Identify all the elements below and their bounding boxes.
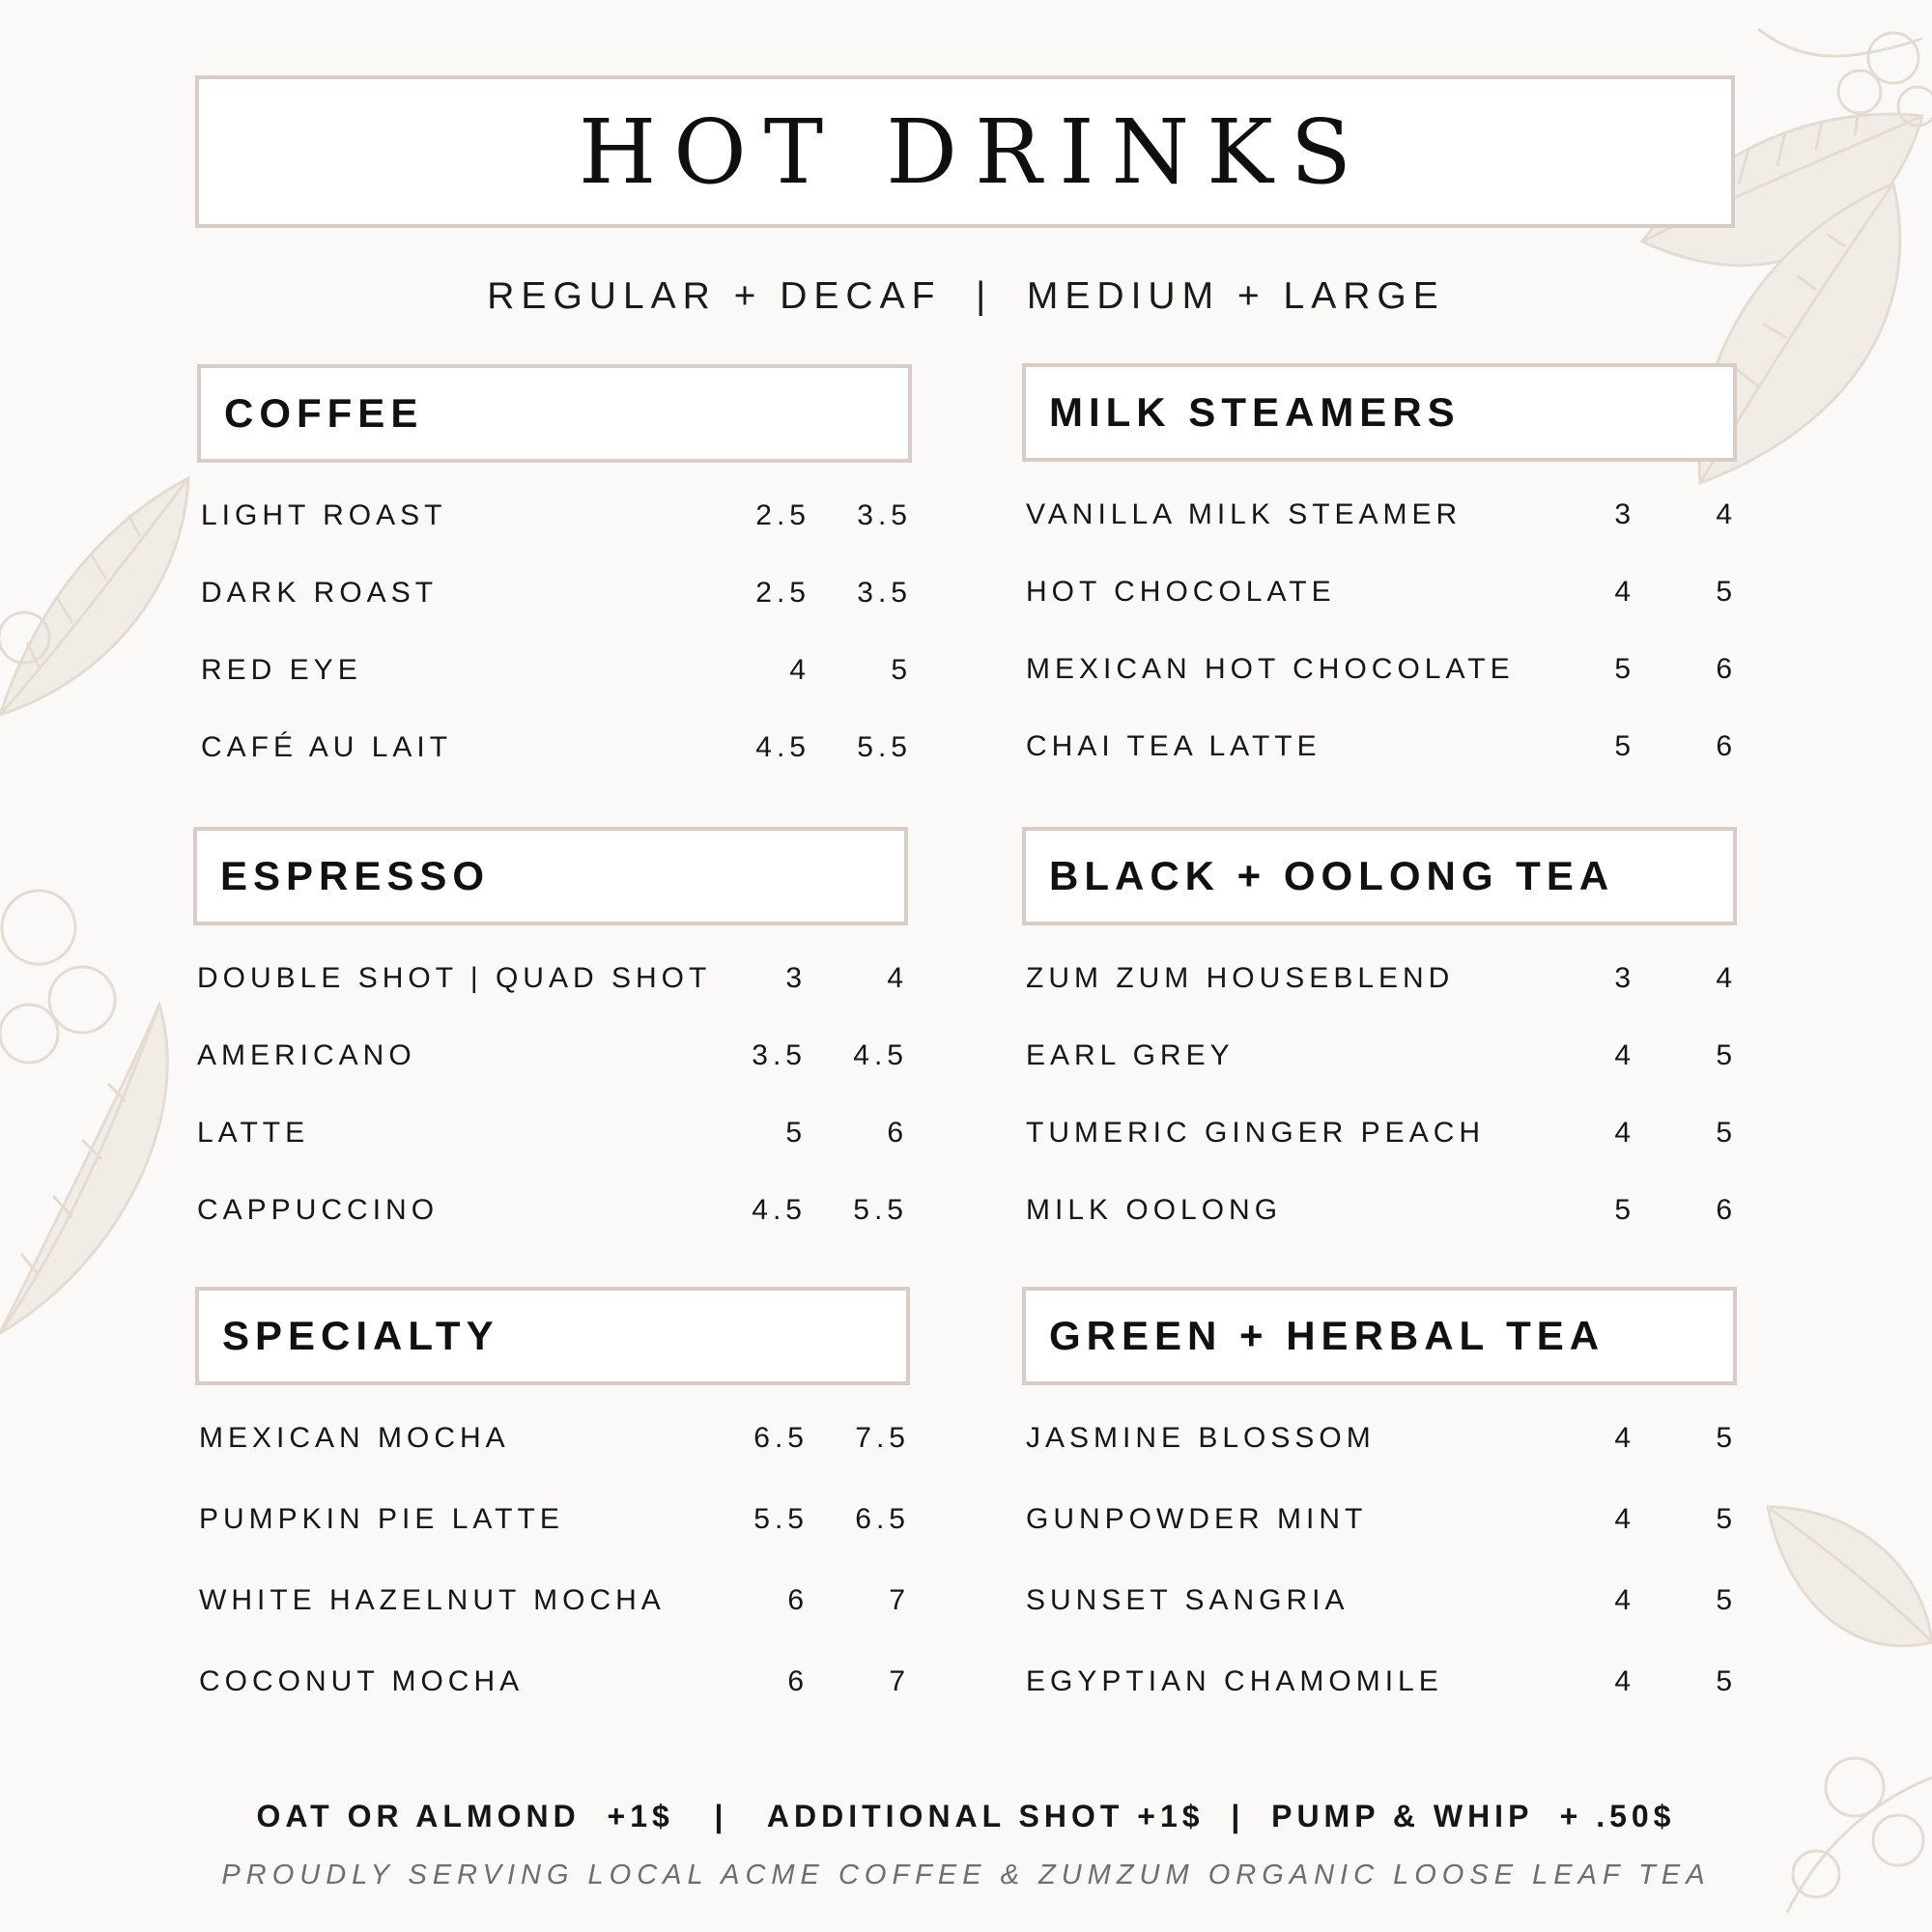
menu-item-list: [197, 499, 912, 809]
price-large: 5: [1716, 1422, 1737, 1454]
item-name: TUMERIC GINGER PEACH: [1026, 1117, 1486, 1149]
item-name: SUNSET SANGRIA: [1026, 1584, 1350, 1616]
price-medium: 3.5: [752, 1039, 807, 1071]
price-medium: 3: [785, 962, 807, 994]
menu-item: [193, 1039, 908, 1117]
sourcing-note: PROUDLY SERVING LOCAL ACME COFFEE & ZUMZUM ORGANIC LOOSE LEAF TEA: [221, 1860, 1711, 1890]
price-large: 4: [887, 962, 908, 994]
section-coffee: [197, 364, 912, 809]
price-large: 7: [889, 1665, 910, 1697]
menu-item-list: [195, 1422, 910, 1747]
item-name: MILK OOLONG: [1026, 1194, 1283, 1226]
price-large: 5: [1716, 576, 1737, 608]
price-large: 5: [1716, 1117, 1737, 1149]
section-title: BLACK + OOLONG TEA: [1022, 827, 1737, 925]
price-medium: 4: [1614, 1039, 1635, 1071]
price-medium: 4: [1614, 1422, 1635, 1454]
price-large: 7: [889, 1584, 910, 1616]
item-name: EGYPTIAN CHAMOMILE: [1026, 1665, 1443, 1697]
item-name: GUNPOWDER MINT: [1026, 1503, 1368, 1535]
item-name: CAFÉ AU LAIT: [201, 731, 453, 763]
menu-item: [197, 499, 912, 577]
price-medium: 2.5: [755, 577, 810, 609]
menu-item: [1022, 1584, 1737, 1665]
menu-item: [195, 1665, 910, 1747]
item-name: LATTE: [197, 1117, 310, 1149]
item-name: CHAI TEA LATTE: [1026, 730, 1321, 762]
item-name: MEXICAN MOCHA: [199, 1422, 510, 1454]
price-large: 5: [1716, 1584, 1737, 1616]
item-name: PUMPKIN PIE LATTE: [199, 1503, 564, 1535]
item-name: COCONUT MOCHA: [199, 1665, 525, 1697]
price-large: 6: [887, 1117, 908, 1149]
menu-item-list: [1022, 962, 1737, 1271]
coffee-berry-icon: [1758, 29, 1932, 126]
item-name: AMERICANO: [197, 1039, 416, 1071]
section-title: MILK STEAMERS: [1022, 363, 1737, 462]
price-large: 7.5: [855, 1422, 910, 1454]
size-subtitle: REGULAR + DECAF | MEDIUM + LARGE: [487, 275, 1445, 317]
item-name: EARL GREY: [1026, 1039, 1235, 1071]
menu-item: [1022, 576, 1737, 653]
menu-item: [1022, 1117, 1737, 1194]
price-medium: 4.5: [752, 1194, 807, 1226]
price-medium: 3: [1614, 962, 1635, 994]
section-title: SPECIALTY: [195, 1287, 910, 1385]
price-large: 4: [1716, 962, 1737, 994]
section-milk-steamers: [1022, 363, 1737, 808]
price-large: 6.5: [855, 1503, 910, 1535]
item-name: ZUM ZUM HOUSEBLEND: [1026, 962, 1455, 994]
price-medium: 5.5: [753, 1503, 809, 1535]
price-large: 6: [1716, 653, 1737, 685]
price-medium: 5: [1614, 730, 1635, 762]
price-large: 5: [1716, 1039, 1737, 1071]
price-medium: 4: [789, 654, 810, 686]
item-name: MEXICAN HOT CHOCOLATE: [1026, 653, 1515, 685]
menu-item: [1022, 498, 1737, 576]
menu-item: [195, 1584, 910, 1665]
price-medium: 4: [1614, 1665, 1635, 1697]
item-name: CAPPUCCINO: [197, 1194, 440, 1226]
menu-item: [193, 1194, 908, 1271]
price-medium: 4: [1614, 1584, 1635, 1616]
section-black-oolong-tea: [1022, 827, 1737, 1271]
coffee-leaf-icon: [0, 478, 188, 715]
menu-item: [1022, 1503, 1737, 1584]
price-large: 5: [1716, 1665, 1737, 1697]
menu-item: [1022, 1422, 1737, 1503]
item-name: LIGHT ROAST: [201, 499, 447, 531]
price-medium: 6.5: [753, 1422, 809, 1454]
menu-item: [1022, 1194, 1737, 1271]
menu-item-list: [1022, 1422, 1737, 1747]
item-name: VANILLA MILK STEAMER: [1026, 498, 1463, 530]
menu-item: [1022, 962, 1737, 1039]
price-medium: 5: [785, 1117, 807, 1149]
section-title: COFFEE: [197, 364, 912, 463]
price-large: 5: [1716, 1503, 1737, 1535]
add-ons-line: OAT OR ALMOND +1$ | ADDITIONAL SHOT +1$ | PUMP & WHIP + .50$: [256, 1799, 1676, 1833]
price-large: 5.5: [853, 1194, 908, 1226]
price-medium: 6: [787, 1665, 809, 1697]
item-name: DOUBLE SHOT | QUAD SHOT: [197, 962, 712, 994]
menu-item-list: [193, 962, 908, 1271]
item-name: JASMINE BLOSSOM: [1026, 1422, 1376, 1454]
menu-item: [1022, 1665, 1737, 1747]
coffee-berry-icon: [0, 612, 115, 1063]
price-medium: 3: [1614, 498, 1635, 530]
menu-item: [195, 1503, 910, 1584]
price-medium: 5: [1614, 653, 1635, 685]
price-large: 4.5: [853, 1039, 908, 1071]
menu-item: [193, 962, 908, 1039]
price-large: 4: [1716, 498, 1737, 530]
item-name: HOT CHOCOLATE: [1026, 576, 1336, 608]
price-medium: 6: [787, 1584, 809, 1616]
price-medium: 4: [1614, 576, 1635, 608]
item-name: WHITE HAZELNUT MOCHA: [199, 1584, 666, 1616]
price-medium: 4: [1614, 1503, 1635, 1535]
menu-item: [193, 1117, 908, 1194]
section-specialty: [195, 1287, 910, 1747]
menu-item: [1022, 1039, 1737, 1117]
menu-item: [195, 1422, 910, 1503]
price-large: 3.5: [857, 499, 912, 531]
price-large: 3.5: [857, 577, 912, 609]
page-title: HOT DRINKS: [579, 99, 1369, 204]
price-large: 6: [1716, 1194, 1737, 1226]
menu-item: [1022, 653, 1737, 730]
title-banner: [195, 75, 1735, 228]
coffee-leaf-icon: [0, 1005, 167, 1333]
price-medium: 2.5: [755, 499, 810, 531]
item-name: DARK ROAST: [201, 577, 439, 609]
price-medium: 4.5: [755, 731, 810, 763]
price-large: 5: [891, 654, 912, 686]
price-medium: 5: [1614, 1194, 1635, 1226]
menu-item: [197, 731, 912, 809]
section-title: GREEN + HERBAL TEA: [1022, 1287, 1737, 1385]
menu-item: [197, 577, 912, 654]
section-espresso: [193, 827, 908, 1271]
section-green-herbal-tea: [1022, 1287, 1737, 1747]
menu-item-list: [1022, 498, 1737, 808]
coffee-leaf-icon: [1768, 1507, 1932, 1646]
item-name: RED EYE: [201, 654, 362, 686]
menu-item: [197, 654, 912, 731]
price-large: 5.5: [857, 731, 912, 763]
price-medium: 4: [1614, 1117, 1635, 1149]
price-large: 6: [1716, 730, 1737, 762]
menu-item: [1022, 730, 1737, 808]
section-title: ESPRESSO: [193, 827, 908, 925]
